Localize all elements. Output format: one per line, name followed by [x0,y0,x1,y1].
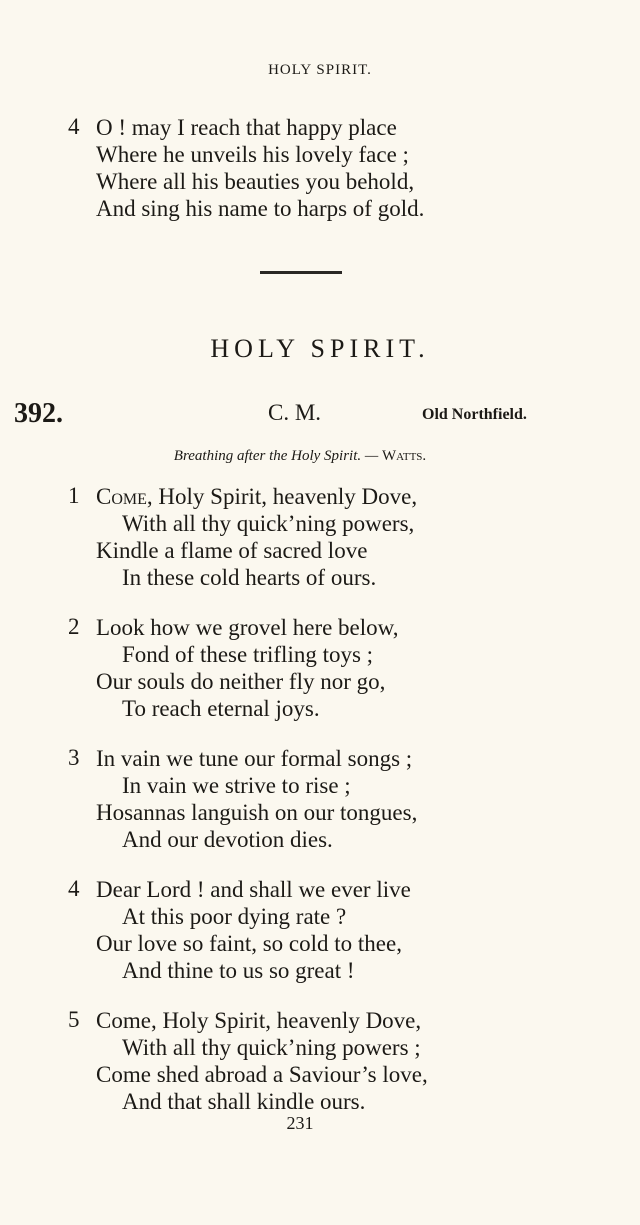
verse-line: In vain we tune our formal songs ; [96,746,413,771]
verse-line: With all thy quick’ning powers ; [122,1035,421,1060]
hymn-meter: C. M. [268,400,322,425]
verse-line: In vain we strive to rise ; [122,773,351,798]
hymn-author: Watts. [381,448,427,464]
verse-line: And that shall kindle ours. [122,1089,366,1114]
section-title: HOLY SPIRIT. [210,334,430,363]
hymn-subtitle [0,448,600,465]
verse-line: Look how we grovel here below, [96,615,399,640]
line-rest: Holy Spirit, heavenly Dove, [152,484,418,509]
stanza-number: 4 [68,114,80,139]
first-word: Come, [96,484,153,509]
stanza-number: 4 [68,876,80,901]
verse-line: At this poor dying rate ? [122,904,347,929]
verse-line [96,483,417,510]
subtitle-text: Breathing after the Holy Spirit. — [173,448,379,464]
stanza-number: 3 [68,745,80,770]
section-divider [260,271,342,274]
verse-line: Where he unveils his lovely face ; [96,142,409,167]
verse-line: With all thy quick’ning powers, [122,511,415,536]
verse-line: Fond of these trifling toys ; [122,642,374,667]
stanza-number: 1 [68,483,80,508]
verse-line: Dear Lord ! and shall we ever live [96,877,411,902]
stanza-number: 5 [68,1007,80,1032]
verse-line: And thine to us so great ! [122,958,355,983]
verse-line: Where all his beauties you behold, [96,169,415,194]
verse-line: Come, Holy Spirit, heavenly Dove, [96,1008,422,1033]
verse-line: Our souls do neither fly nor go, [96,669,386,694]
running-head: HOLY SPIRIT. [268,62,372,78]
hymn-number: 392. [14,398,63,429]
verse-line: Hosannas languish on our tongues, [96,800,418,825]
verse-line: And sing his name to harps of gold. [96,196,425,221]
verse-line: Come shed abroad a Saviour’s love, [96,1062,428,1087]
page-number: 231 [286,1113,314,1133]
verse-line: To reach eternal joys. [122,696,320,721]
tune-name: Old Northfield. [422,406,527,423]
verse-line: Our love so faint, so cold to thee, [96,931,402,956]
verse-line: Kindle a flame of sacred love [96,538,368,563]
verse-line: O ! may I reach that happy place [96,115,397,140]
stanza-number: 2 [68,614,80,639]
verse-line: And our devotion dies. [122,827,333,852]
verse-line: In these cold hearts of ours. [122,565,377,590]
